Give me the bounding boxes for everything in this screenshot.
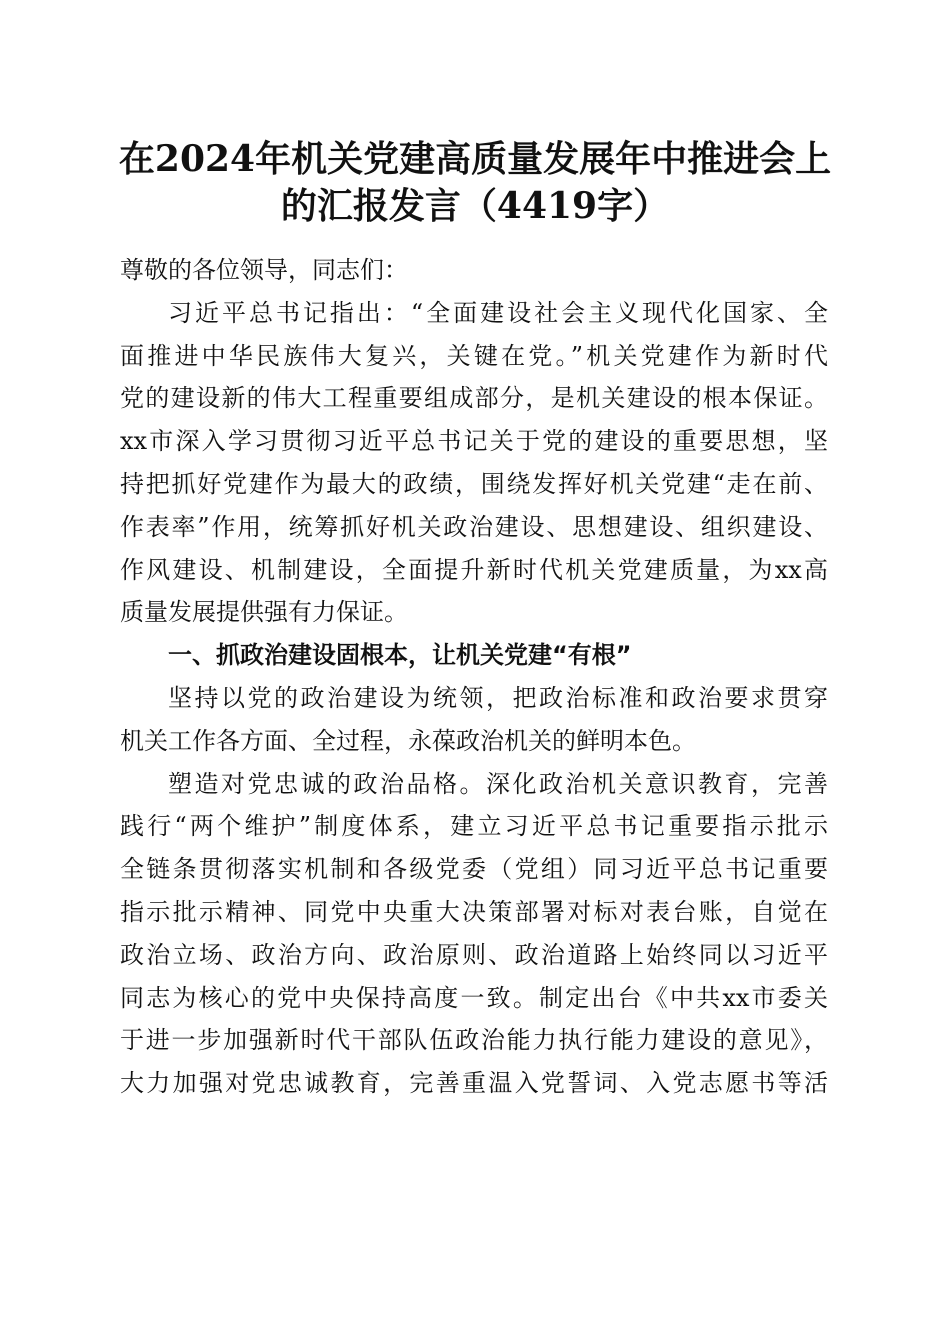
paragraph-3-line: 于进一步加强新时代干部队伍政治能力执行能力建设的意见》， — [120, 1026, 828, 1055]
paragraph-1-line: 党的建设新的伟大工程重要组成部分，是机关建设的根本保证。 — [120, 384, 828, 413]
salutation: 尊敬的各位领导，同志们： — [120, 256, 408, 284]
paragraph-1-line: 作表率”作用，统筹抓好机关政治建设、思想建设、组织建设、 — [120, 512, 828, 541]
paragraph-2 — [120, 677, 828, 763]
paragraph-3-line: 全链条贯彻落实机制和各级党委（党组）同习近平总书记重要 — [120, 855, 828, 884]
document-title — [100, 136, 850, 230]
title-line-1: 在2024年机关党建高质量发展年中推进会上 — [118, 138, 832, 180]
paragraph-1-line: 习近平总书记指出：“全面建设社会主义现代化国家、全 — [168, 298, 828, 327]
paragraph-3-line: 政治立场、政治方向、政治原则、政治道路上始终同以习近平 — [120, 940, 828, 969]
paragraph-1-line: xx市深入学习贯彻习近平总书记关于党的建设的重要思想，坚 — [120, 427, 828, 456]
paragraph-1-line: 作风建设、机制建设，全面提升新时代机关党建质量，为xx高 — [120, 555, 828, 584]
title-line-2: 的汇报发言（4419字） — [280, 185, 670, 227]
paragraph-3-line: 塑造对党忠诚的政治品格。深化政治机关意识教育，完善 — [168, 769, 828, 798]
paragraph-1-line: 持把抓好党建作为最大的政绩，围绕发挥好机关党建“走在前、 — [120, 469, 828, 498]
paragraph-2-line: 机关工作各方面、全过程，永葆政治机关的鲜明本色。 — [120, 726, 696, 755]
paragraph-1 — [120, 292, 828, 634]
paragraph-3 — [120, 763, 828, 1105]
paragraph-1-line: 质量发展提供强有力保证。 — [120, 598, 408, 627]
paragraph-1-line: 面推进中华民族伟大复兴，关键在党。”机关党建作为新时代 — [120, 341, 828, 370]
section-1-heading: 一、抓政治建设固根本，让机关党建“有根” — [168, 641, 632, 670]
paragraph-3-line: 同志为核心的党中央保持高度一致。制定出台《中共xx市委关 — [120, 983, 828, 1012]
paragraph-2-line: 坚持以党的政治建设为统领，把政治标准和政治要求贯穿 — [168, 683, 828, 712]
paragraph-3-line: 指示批示精神、同党中央重大决策部署对标对表台账，自觉在 — [120, 897, 828, 926]
paragraph-3-line: 大力加强对党忠诚教育，完善重温入党誓词、入党志愿书等活 — [120, 1069, 828, 1098]
document-body — [120, 249, 828, 1105]
paragraph-3-line: 践行“两个维护”制度体系，建立习近平总书记重要指示批示 — [120, 812, 828, 841]
